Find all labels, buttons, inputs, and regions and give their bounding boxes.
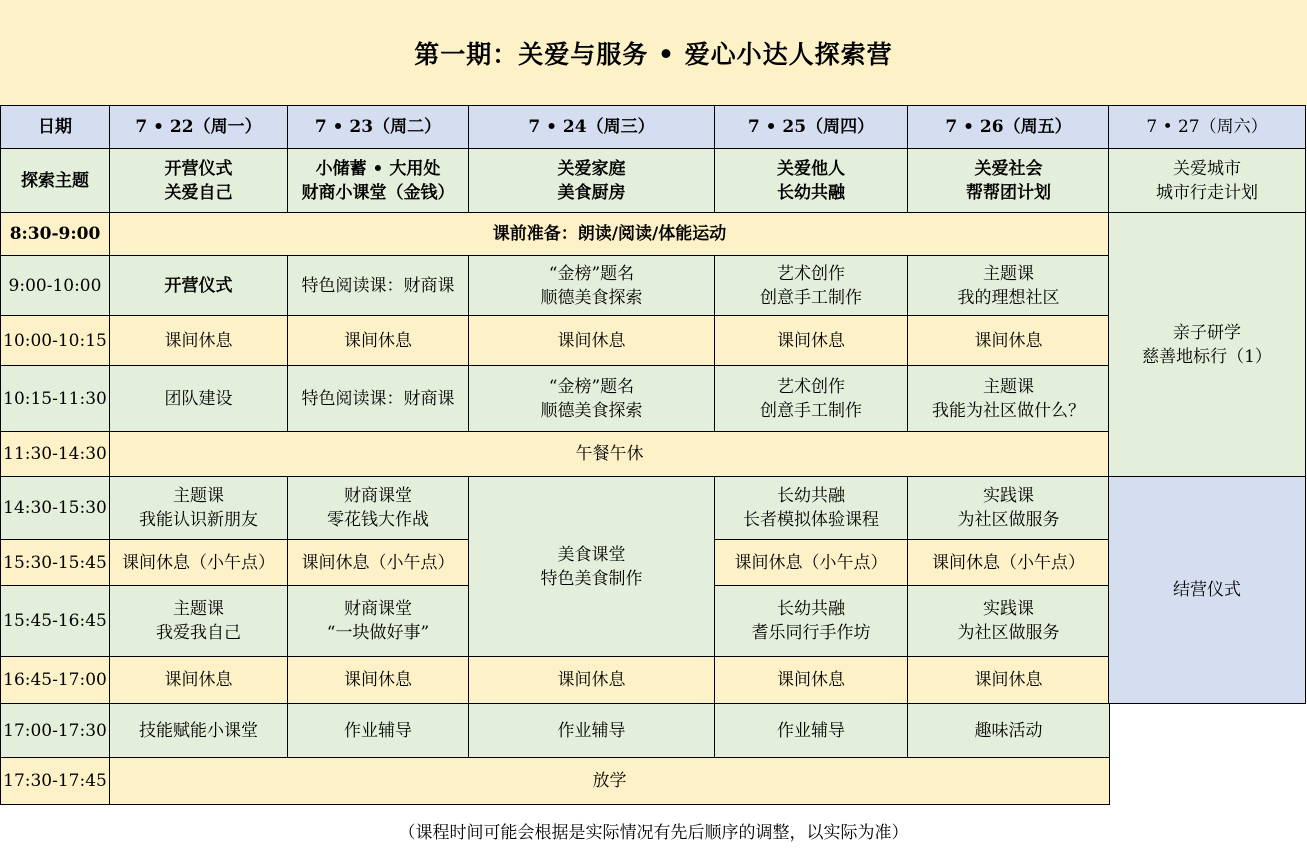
break-cell: 课间休息 <box>110 316 288 366</box>
day-header-mon: 7 • 22（周一） <box>110 106 288 149</box>
slot-1700-thu: 作业辅导 <box>715 704 908 758</box>
break-cell: 课间休息 <box>110 657 288 704</box>
break-cell: 课间休息 <box>469 316 715 366</box>
slot-1700-fri: 趣味活动 <box>908 704 1110 758</box>
slot-1015-tue: 特色阅读课：财商课 <box>288 366 469 432</box>
row-1700 <box>1 704 1110 758</box>
snack-break-cell: 课间休息（小午点） <box>288 540 469 586</box>
time-cell: 16:45-17:00 <box>1 657 110 704</box>
slot-1015-thu: 艺术创作 创意手工制作 <box>715 366 908 432</box>
day-header-sat: 7 • 27（周六） <box>1108 105 1306 149</box>
row-0900 <box>1 256 1110 316</box>
dismissal-cell: 放学 <box>110 758 1110 805</box>
time-cell: 11:30-14:30 <box>1 432 110 477</box>
break-cell: 课间休息 <box>908 657 1110 704</box>
time-cell: 15:45-16:45 <box>1 586 110 657</box>
slot-0900-thu: 艺术创作 创意手工制作 <box>715 256 908 316</box>
schedule-table <box>0 105 1110 805</box>
row-1130 <box>1 432 1110 477</box>
day-header-thu: 7 • 25（周四） <box>715 106 908 149</box>
break-cell: 课间休息 <box>288 316 469 366</box>
morning-prep-cell: 课前准备：朗读/阅读/体能运动 <box>110 213 1110 256</box>
break-cell: 课间休息 <box>715 316 908 366</box>
sat-afternoon-cell: 结营仪式 <box>1108 476 1306 704</box>
slot-0900-wed: “金榜”题名 顺德美食探索 <box>469 256 715 316</box>
header-row <box>1 106 1110 149</box>
snack-break-cell: 课间休息（小午点） <box>110 540 288 586</box>
theme-wed: 关爱家庭 美食厨房 <box>469 149 715 213</box>
time-cell: 17:30-17:45 <box>1 758 110 805</box>
row-1015 <box>1 366 1110 432</box>
snack-break-cell: 课间休息（小午点） <box>715 540 908 586</box>
time-cell: 17:00-17:30 <box>1 704 110 758</box>
slot-1545-mon: 主题课 我爱我自己 <box>110 586 288 657</box>
time-cell: 10:15-11:30 <box>1 366 110 432</box>
wed-afternoon-cell: 美食课堂 特色美食制作 <box>469 477 715 657</box>
slot-1700-wed: 作业辅导 <box>469 704 715 758</box>
slot-0900-fri: 主题课 我的理想社区 <box>908 256 1110 316</box>
time-cell: 9:00-10:00 <box>1 256 110 316</box>
slot-1430-mon: 主题课 我能认识新朋友 <box>110 477 288 540</box>
break-cell: 课间休息 <box>288 657 469 704</box>
time-cell: 14:30-15:30 <box>1 477 110 540</box>
slot-0900-mon: 开营仪式 <box>110 256 288 316</box>
theme-mon: 开营仪式 关爱自己 <box>110 149 288 213</box>
snack-break-cell: 课间休息（小午点） <box>908 540 1110 586</box>
break-cell: 课间休息 <box>715 657 908 704</box>
row-1000 <box>1 316 1110 366</box>
break-cell: 课间休息 <box>908 316 1110 366</box>
slot-1015-fri: 主题课 我能为社区做什么？ <box>908 366 1110 432</box>
time-cell: 8:30-9:00 <box>1 213 110 256</box>
row-1645 <box>1 657 1110 704</box>
day-header-fri: 7 • 26（周五） <box>908 106 1110 149</box>
date-label: 日期 <box>1 106 110 149</box>
theme-tue: 小储蓄 • 大用处 财商小课堂（金钱） <box>288 149 469 213</box>
theme-thu: 关爱他人 长幼共融 <box>715 149 908 213</box>
slot-0900-tue: 特色阅读课：财商课 <box>288 256 469 316</box>
slot-1545-tue: 财商课堂 “一块做好事” <box>288 586 469 657</box>
lunch-cell: 午餐午休 <box>110 432 1110 477</box>
slot-1545-fri: 实践课 为社区做服务 <box>908 586 1110 657</box>
theme-label: 探索主题 <box>1 149 110 213</box>
slot-1700-mon: 技能赋能小课堂 <box>110 704 288 758</box>
slot-1430-fri: 实践课 为社区做服务 <box>908 477 1110 540</box>
slot-1015-mon: 团队建设 <box>110 366 288 432</box>
slot-1430-tue: 财商课堂 零花钱大作战 <box>288 477 469 540</box>
row-0830 <box>1 213 1110 256</box>
slot-1015-wed: “金榜”题名 顺德美食探索 <box>469 366 715 432</box>
page-title: 第一期：关爱与服务 • 爱心小达人探索营 <box>0 0 1307 105</box>
day-header-wed: 7 • 24（周三） <box>469 106 715 149</box>
time-cell: 15:30-15:45 <box>1 540 110 586</box>
row-1730 <box>1 758 1110 805</box>
row-1430 <box>1 477 1110 540</box>
slot-1545-thu: 长幼共融 耆乐同行手作坊 <box>715 586 908 657</box>
footer-note: （课程时间可能会根据是实际情况有先后顺序的调整，以实际为准） <box>0 805 1307 854</box>
theme-fri: 关爱社会 帮帮团计划 <box>908 149 1110 213</box>
sat-morning-cell: 亲子研学 慈善地标行（1） <box>1108 212 1306 477</box>
theme-row <box>1 149 1110 213</box>
time-cell: 10:00-10:15 <box>1 316 110 366</box>
slot-1700-tue: 作业辅导 <box>288 704 469 758</box>
break-cell: 课间休息 <box>469 657 715 704</box>
slot-1430-thu: 长幼共融 长者模拟体验课程 <box>715 477 908 540</box>
day-header-tue: 7 • 23（周二） <box>288 106 469 149</box>
theme-sat: 关爱城市 城市行走计划 <box>1108 148 1306 213</box>
